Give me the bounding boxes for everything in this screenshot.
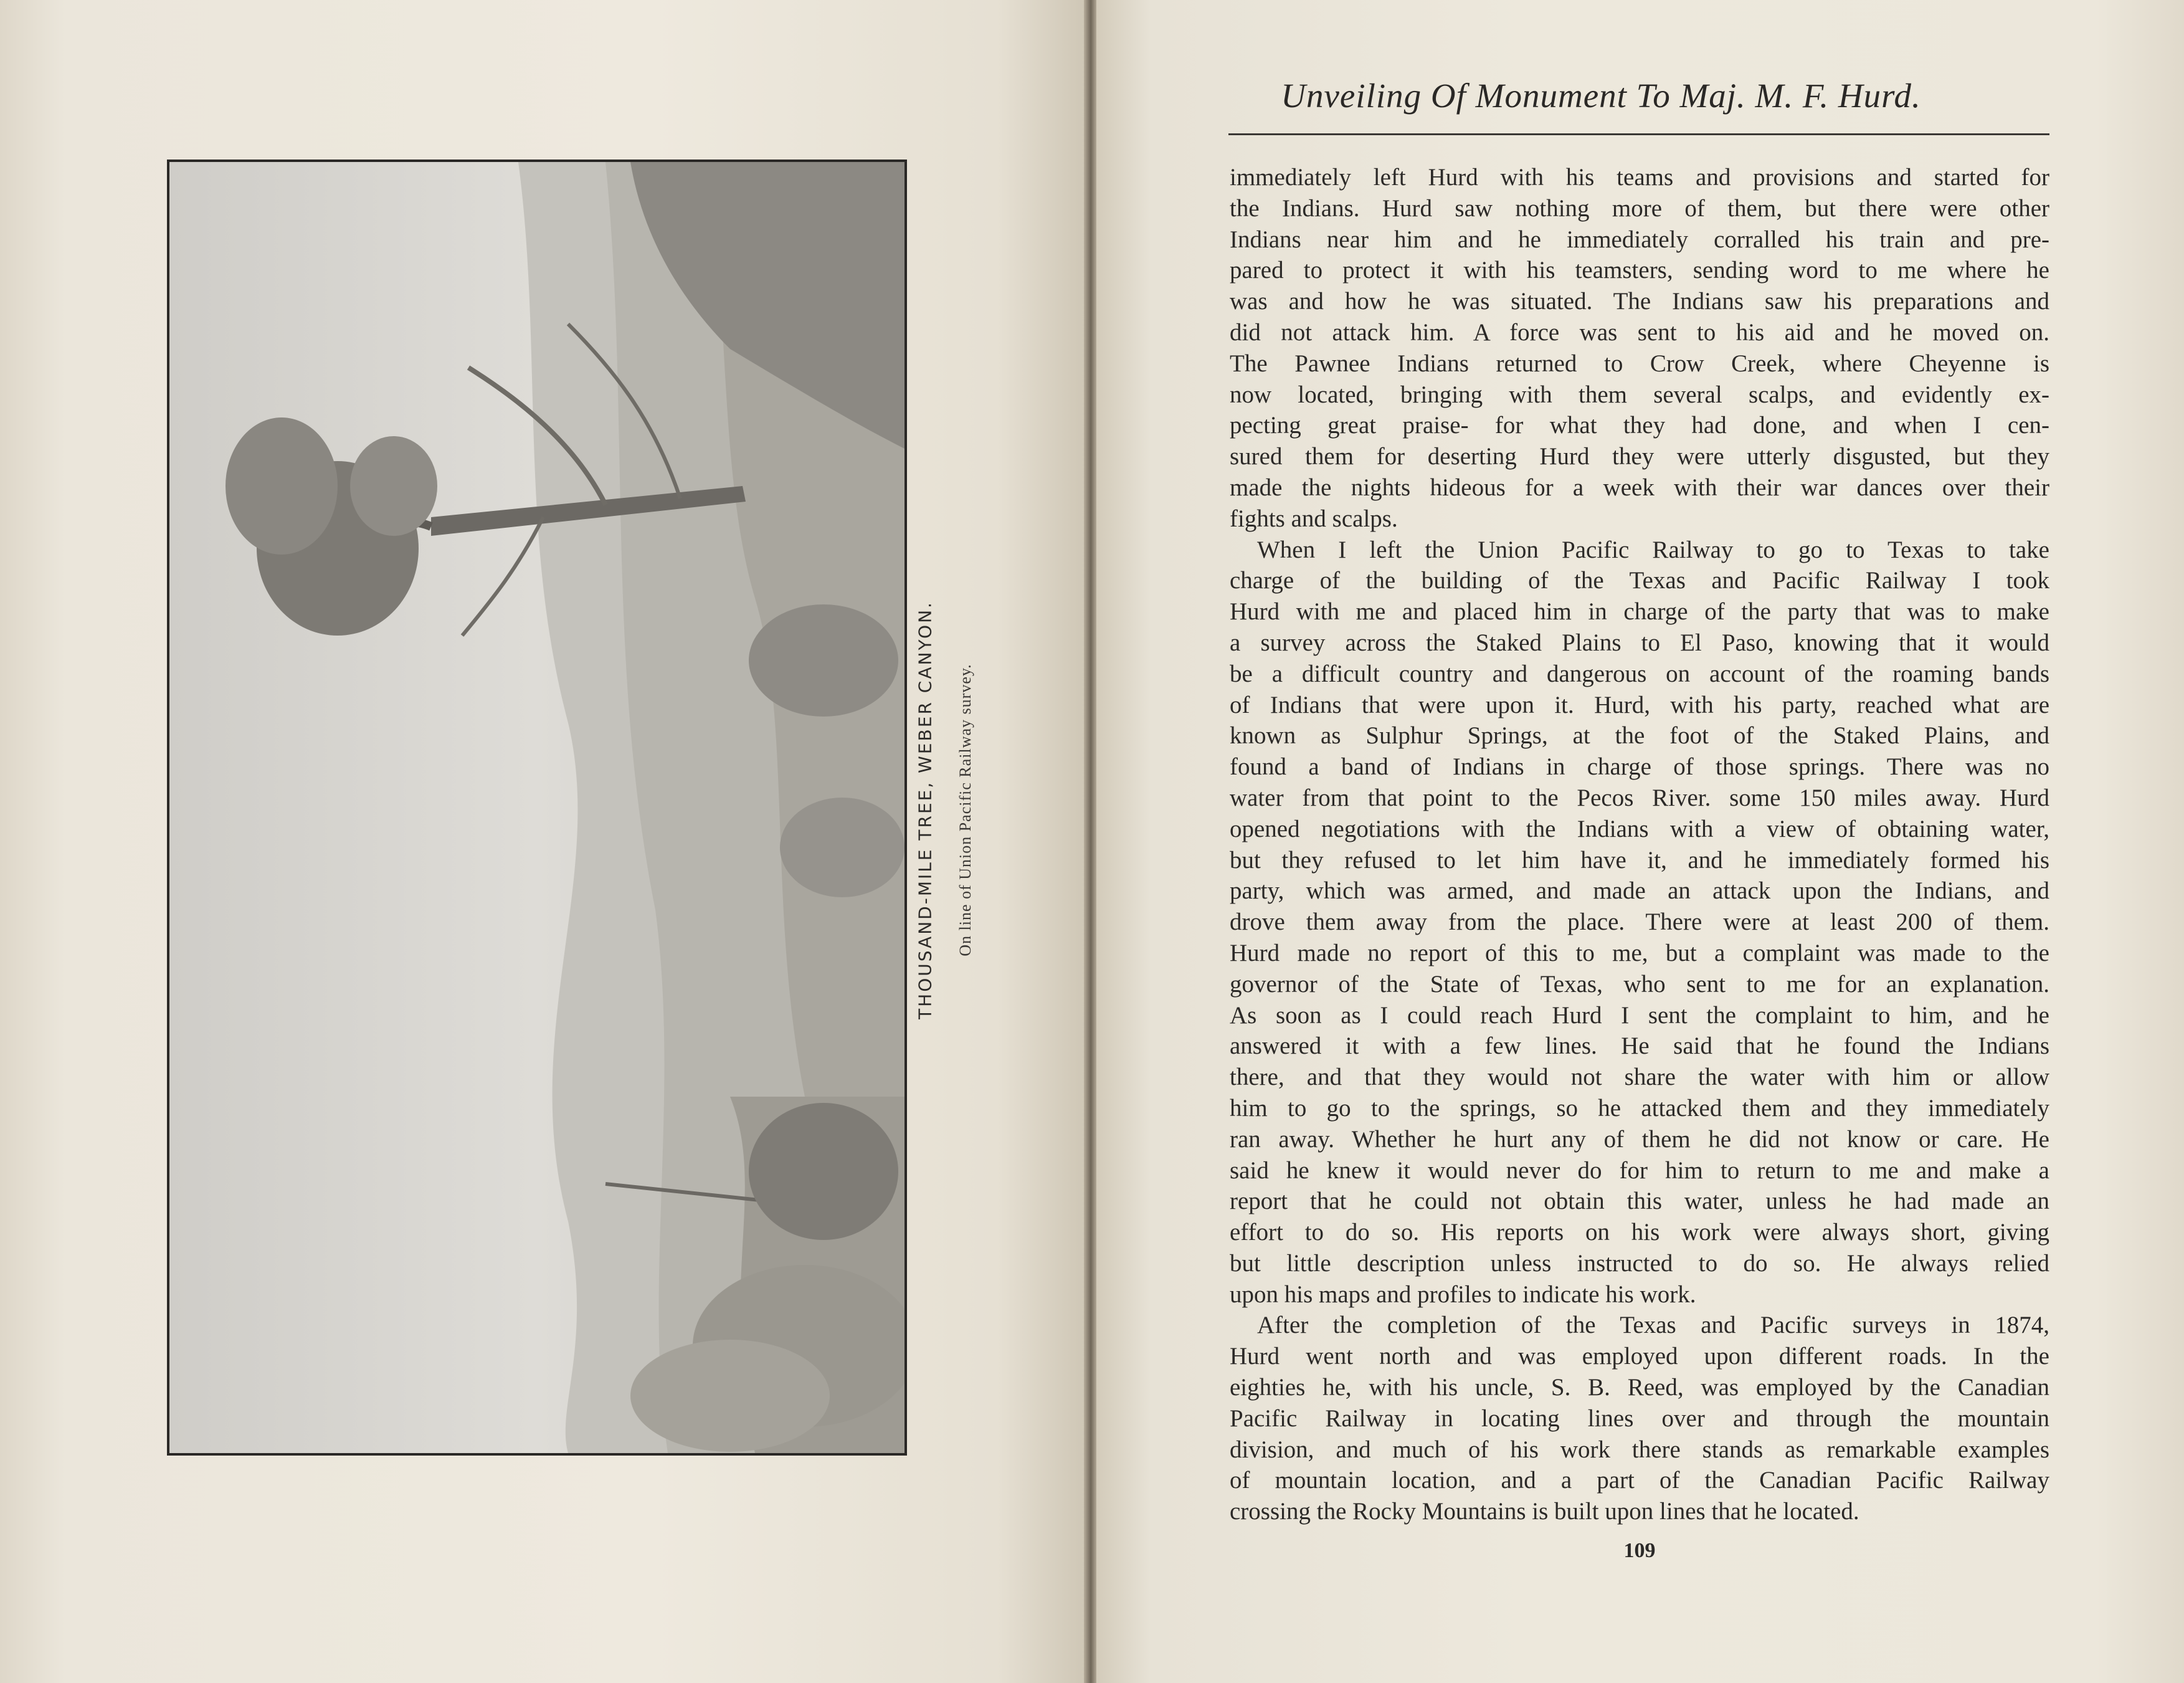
text-line: After the completion of the Texas and Pacific surveys in 1874, [1257, 1312, 2049, 1339]
text-line: water from that point to the Pecos River. some 150 miles away. Hurd [1230, 784, 2049, 811]
illustration-plate [167, 160, 907, 1456]
text-line: but little description unless instructed to do so. He always relied [1230, 1249, 2049, 1277]
text-line: him to go to the springs, so he attacked them and they immediately [1230, 1094, 2049, 1122]
text-line: found a band of Indians in charge of those springs. There was no [1230, 753, 2049, 781]
text-line: the Indians. Hurd saw nothing more of them, but there were other [1230, 194, 2049, 222]
running-head: Unveiling Of Monument To Maj. M. F. Hurd. [1281, 77, 1921, 115]
text-line: division, and much of his work there stands as remarkable examples [1230, 1436, 2049, 1463]
text-line: charge of the building of the Texas and Pacific Railway I took [1230, 567, 2049, 594]
text-line: eighties he, with his uncle, S. B. Reed, was employed by the Canadian [1230, 1374, 2049, 1401]
plate-caption-subtitle: On line of Union Pacific Railway survey. [956, 664, 974, 956]
text-line: effort to do so. His reports on his work were always short, giving [1230, 1219, 2049, 1246]
text-line: opened negotiations with the Indians with a view of obtaining water, [1230, 815, 2049, 842]
text-line: Hurd made no report of this to me, but a complaint was made to the [1230, 939, 2049, 966]
text-line: Hurd with me and placed him in charge of the party that was to make [1230, 598, 2049, 626]
text-line: The Pawnee Indians returned to Crow Creek, where Cheyenne is [1230, 350, 2049, 377]
text-line: answered it with a few lines. He said that he found the Indians [1230, 1032, 2049, 1060]
text-line: Hurd went north and was employed upon different roads. In the [1230, 1343, 2049, 1370]
text-line: made the nights hideous for a week with their war dances over their [1230, 474, 2049, 501]
text-line: be a difficult country and dangerous on account of the roaming bands [1230, 660, 2049, 687]
text-line: was and how he was situated. The Indians saw his preparations and [1230, 288, 2049, 315]
right-page [1096, 0, 2184, 1683]
text-line: but they refused to let him have it, and he immediately formed his [1230, 846, 2049, 874]
text-line: drove them away from the place. There were at least 200 of them. [1230, 908, 2049, 936]
text-line: As soon as I could reach Hurd I sent the complaint to him, and he [1230, 1001, 2049, 1029]
header-rule [1228, 133, 2049, 135]
text-line: of mountain location, and a part of the Canadian Pacific Railway [1230, 1467, 2049, 1494]
left-page [0, 0, 1084, 1683]
text-line: sured them for deserting Hurd they were utterly disgusted, but they [1230, 443, 2049, 470]
text-line: immediately left Hurd with his teams and provisions and started for [1230, 164, 2049, 191]
text-line: a survey across the Staked Plains to El Paso, knowing that it would [1230, 629, 2049, 656]
text-line: of Indians that were upon it. Hurd, with his party, reached what are [1230, 691, 2049, 718]
text-line: known as Sulphur Springs, at the foot of the Staked Plains, and [1230, 722, 2049, 750]
page-number: 109 [1623, 1539, 1656, 1562]
text-line: report that he could not obtain this water, unless he had made an [1230, 1188, 2049, 1215]
text-line: there, and that they would not share the water with him or allow [1230, 1064, 2049, 1091]
text-line: upon his maps and profiles to indicate his work. [1230, 1280, 1696, 1308]
text-line: said he knew it would never do for him to return to me and make a [1230, 1156, 2049, 1184]
text-line: now located, bringing with them several scalps, and evidently ex- [1230, 381, 2049, 408]
text-line: Indians near him and he immediately corralled his train and pre- [1230, 226, 2049, 253]
text-line: crossing the Rocky Mountains is built upon lines that he located. [1230, 1498, 1859, 1525]
text-line: did not attack him. A force was sent to his aid and he moved on. [1230, 318, 2049, 346]
text-line: fights and scalps. [1230, 505, 1398, 532]
text-line: Pacific Railway in locating lines over and through the mountain [1230, 1404, 2049, 1432]
text-line: pecting great praise- for what they had done, and when I cen- [1230, 412, 2049, 439]
text-line: When I left the Union Pacific Railway to go to Texas to take [1257, 536, 2049, 563]
text-line: pared to protect it with his teamsters, sending word to me where he [1230, 257, 2049, 284]
text-line: governor of the State of Texas, who sent to me for an explanation. [1230, 970, 2049, 998]
plate-caption-title: THOUSAND-MILE TREE, WEBER CANYON. [914, 601, 936, 1019]
text-line: ran away. Whether he hurt any of them he did not know or care. He [1230, 1125, 2049, 1153]
body-text [1230, 162, 2049, 1527]
pencil-sketch-image [169, 162, 904, 1453]
book-gutter [1084, 0, 1096, 1683]
text-line: party, which was armed, and made an attack upon the Indians, and [1230, 877, 2049, 905]
